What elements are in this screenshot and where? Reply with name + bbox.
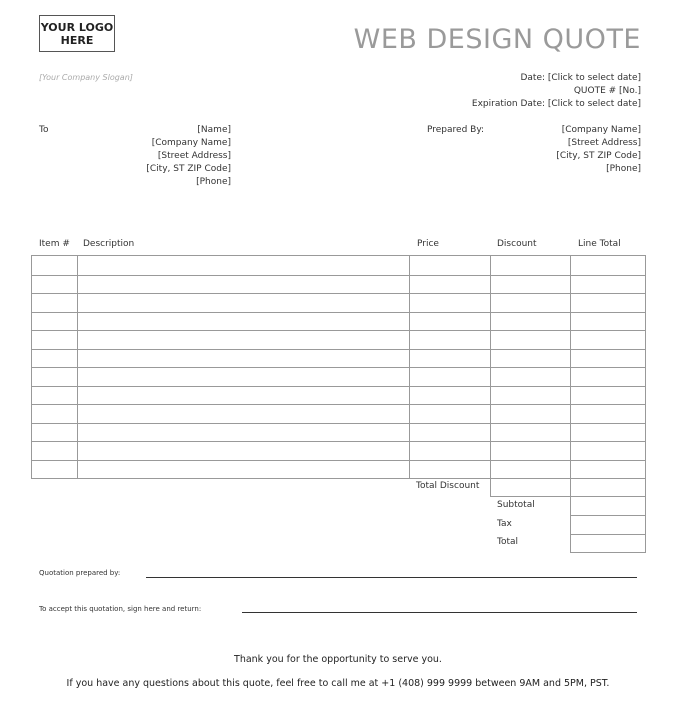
total-discount-label: Total Discount	[416, 481, 480, 491]
to-address-block	[146, 124, 231, 189]
col-header-item: Item #	[39, 239, 70, 249]
company-logo	[39, 15, 115, 52]
company-slogan[interactable]: [Your Company Slogan]	[39, 73, 133, 82]
table-row-divider	[32, 367, 645, 368]
prep-city[interactable]: [City, ST ZIP Code]	[556, 151, 641, 161]
quote-meta	[472, 72, 641, 111]
prepared-signature-line[interactable]	[146, 577, 637, 578]
table-row-divider	[32, 441, 645, 442]
total-discount-cell[interactable]	[490, 478, 571, 497]
document-title: WEB DESIGN QUOTE	[353, 24, 641, 55]
col-header-discount: Discount	[497, 239, 537, 249]
table-row-divider	[32, 460, 645, 461]
table-row-divider	[32, 275, 645, 276]
table-row-divider	[32, 293, 645, 294]
table-row-divider	[32, 312, 645, 313]
to-street[interactable]: [Street Address]	[157, 151, 231, 161]
logo-line-1: YOUR LOGO	[40, 21, 114, 34]
table-row-divider	[32, 330, 645, 331]
contact-note: If you have any questions about this quote, feel free to call me at +1 (408) 999 9999 between 9AM and 5PM, PST.	[66, 678, 610, 689]
table-row-divider	[32, 386, 645, 387]
prep-company[interactable]: [Company Name]	[561, 125, 641, 135]
quote-number-field[interactable]: QUOTE # [No.]	[573, 86, 641, 96]
expiration-date-field[interactable]: Expiration Date: [Click to select date]	[471, 99, 641, 109]
prep-street[interactable]: [Street Address]	[567, 138, 641, 148]
prepared-by-label: Prepared By:	[427, 125, 485, 135]
to-label: To	[39, 125, 49, 135]
tax-label: Tax	[497, 519, 512, 529]
logo-line-2: HERE	[60, 34, 94, 47]
totals-divider	[570, 534, 646, 535]
to-phone[interactable]: [Phone]	[196, 177, 231, 187]
thank-you-note: Thank you for the opportunity to serve you.	[234, 654, 442, 665]
table-row-divider	[32, 404, 645, 405]
accept-signature-label: To accept this quotation, sign here and return:	[39, 605, 202, 613]
col-header-price: Price	[417, 239, 439, 249]
prepared-signature-label: Quotation prepared by:	[39, 569, 121, 577]
totals-divider	[570, 515, 646, 516]
table-row-divider	[32, 349, 645, 350]
to-company[interactable]: [Company Name]	[151, 138, 231, 148]
prepared-by-address-block	[556, 124, 641, 176]
prep-phone[interactable]: [Phone]	[606, 164, 641, 174]
accept-signature-line[interactable]	[242, 612, 637, 613]
line-items-table[interactable]	[31, 255, 646, 479]
col-header-line-total: Line Total	[578, 239, 621, 249]
to-city[interactable]: [City, ST ZIP Code]	[146, 164, 231, 174]
to-name[interactable]: [Name]	[197, 125, 231, 135]
totals-divider	[570, 496, 646, 497]
date-field[interactable]: Date: [Click to select date]	[520, 73, 641, 83]
total-label: Total	[497, 537, 519, 547]
col-header-description: Description	[83, 239, 135, 249]
table-row-divider	[32, 423, 645, 424]
subtotal-label: Subtotal	[497, 500, 535, 510]
